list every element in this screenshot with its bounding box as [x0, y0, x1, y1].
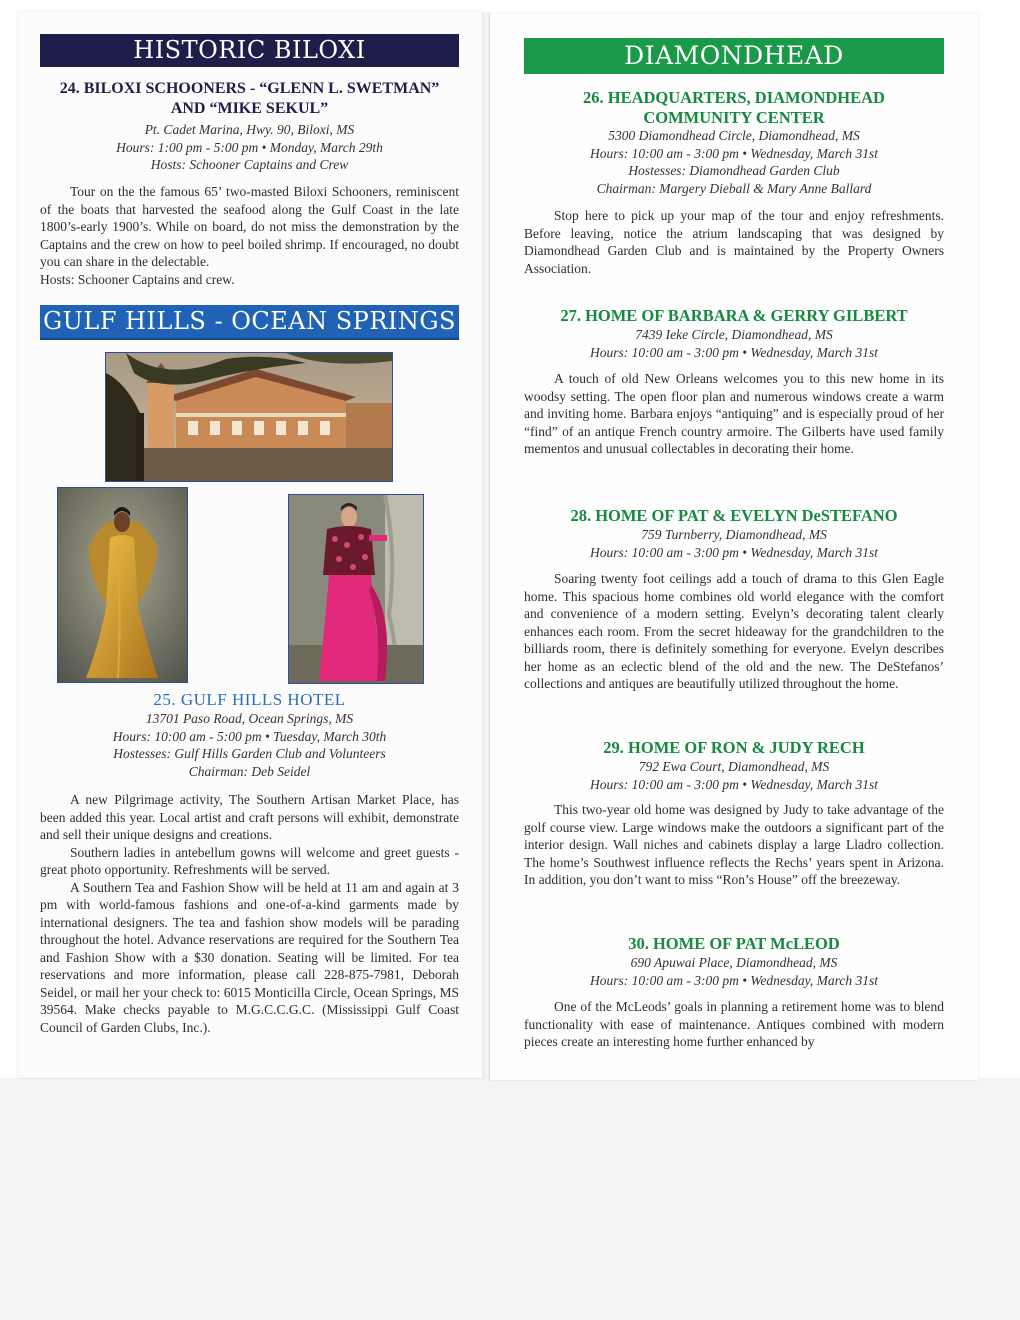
entry-30-hours: Hours: 10:00 am - 3:00 pm • Wednesday, March 31st: [590, 972, 878, 988]
entry-24-description: [40, 183, 459, 288]
entry-26-hours: Hours: 10:00 am - 3:00 pm • Wednesday, March 31st: [590, 145, 878, 161]
entry-26-title-line2: COMMUNITY CENTER: [643, 108, 825, 127]
entry-27-title: 27. HOME OF BARBARA & GERRY GILBERT: [560, 306, 908, 325]
entry-27-address: 7439 Ieke Circle, Diamondhead, MS: [635, 327, 833, 342]
entry-26-chairman: Chairman: Margery Dieball & Mary Anne Ballard: [596, 180, 872, 196]
entry-26-details: [524, 127, 944, 197]
gold-gown-model-photo: [57, 487, 188, 683]
section-header-historic-biloxi: HISTORIC BILOXI: [40, 34, 459, 67]
entry-30-address: 690 Apuwai Place, Diamondhead, MS: [630, 955, 838, 970]
entry-28-description: [524, 570, 944, 693]
entry-27-description: [524, 370, 944, 458]
scanner-background: [0, 1078, 1020, 1320]
entry-29-hours: Hours: 10:00 am - 3:00 pm • Wednesday, March 31st: [590, 776, 878, 792]
entry-29-description: [524, 801, 944, 889]
entry-27-details: [524, 326, 944, 361]
entry-25-paragraph-1: A new Pilgrimage activity, The Southern Artisan Market Place, has been added this year. Local artist and craft persons will exhibit, demonstrate and sell their unique designs and creations.: [40, 792, 459, 842]
entry-24-title-line2: AND “MIKE SEKUL”: [170, 100, 329, 117]
entry-24-paragraph-end: Hosts: Schooner Captains and crew.: [40, 271, 235, 287]
entry-25-details: [40, 710, 459, 780]
entry-25-hostesses: Hostesses: Gulf Hills Garden Club and Volunteers: [113, 746, 386, 761]
entry-25-hours: Hours: 10:00 am - 5:00 pm • Tuesday, March 30th: [112, 728, 387, 744]
entry-29-paragraph: This two-year old home was designed by Judy to take advantage of the golf course view. Large windows make the outdoors a significant part of the interior design. Wall niches and cabinets display a large Lladro collection. The home’s Southwest influence reflects the Rechs’ years spent in Arizona. In addition, you don’t want to miss “Ron’s House” off the breezeway.: [524, 802, 944, 887]
entry-26-title-line1: 26. HEADQUARTERS, DIAMONDHEAD: [583, 88, 885, 107]
entry-28-title: 28. HOME OF PAT & EVELYN DeSTEFANO: [570, 506, 898, 525]
entry-29-details: [524, 758, 944, 793]
entry-30-description: [524, 998, 944, 1051]
entry-25-paragraph-3: A Southern Tea and Fashion Show will be held at 11 am and again at 3 pm with world-famous fashions and one-of-a-kind garments made by international designers. The tea and fashion show models will be parading throughout the hotel. Advance reservations are required for the Southern Tea and Fashion Show with a $30 donation. Seating will be limited. For tea reservations and more information, please call 228-875-7981, Deborah Seidel, or mail her your check to: 6015 Monticilla Circle, Ocean Springs, MS 39564. Make checks payable to M.G.C.C.G.C. (Mississippi Gulf Coast Council of Garden Clubs, Inc.).: [40, 879, 459, 1035]
entry-29-title: 29. HOME OF RON & JUDY RECH: [603, 738, 865, 757]
page-gutter: [482, 12, 490, 1080]
entry-25-title: 25. GULF HILLS HOTEL: [153, 690, 346, 709]
entry-24-address: Pt. Cadet Marina, Hwy. 90, Biloxi, MS: [144, 122, 355, 137]
entry-25-chairman: Chairman: Deb Seidel: [188, 763, 311, 779]
section-header-gulf-hills: GULF HILLS - OCEAN SPRINGS: [40, 305, 459, 340]
entry-26-description: [524, 207, 944, 277]
entry-25-address: 13701 Paso Road, Ocean Springs, MS: [145, 711, 354, 726]
entry-26-title: [524, 88, 944, 128]
entry-26-paragraph: Stop here to pick up your map of the tour and enjoy refreshments. Before leaving, notice the atrium landscaping that was designed by Diamondhead Garden Club and is maintained by the Property Owners Association.: [524, 208, 944, 276]
entry-25-description: [40, 791, 459, 1036]
entry-30-paragraph: One of the McLeods’ goals in planning a retirement home was to blend functionality with ease of maintenance. Antiques combined with modern pieces create an interesting home further enhanced by: [524, 999, 944, 1049]
entry-24-hosts: Hosts: Schooner Captains and Crew: [150, 157, 349, 172]
entry-24-title-line1: 24. BILOXI SCHOONERS - “GLENN L. SWETMAN”: [59, 80, 440, 97]
entry-26-hostesses: Hostesses: Diamondhead Garden Club: [628, 163, 840, 178]
entry-28-address: 759 Turnberry, Diamondhead, MS: [641, 527, 827, 542]
entry-26-address: 5300 Diamondhead Circle, Diamondhead, MS: [608, 128, 860, 143]
entry-29-address: 792 Ewa Court, Diamondhead, MS: [638, 759, 830, 774]
entry-28-details: [524, 526, 944, 561]
entry-24-hours: Hours: 1:00 pm - 5:00 pm • Monday, March 29th: [116, 139, 383, 155]
section-header-diamondhead: DIAMONDHEAD: [524, 38, 944, 74]
entry-27-hours: Hours: 10:00 am - 3:00 pm • Wednesday, March 31st: [590, 344, 878, 360]
entry-24-title: [40, 79, 459, 119]
entry-24-paragraph: Tour on the the famous 65’ two-masted Biloxi Schooners, reminiscent of the boats that harvested the seafood along the Gulf Coast in the late 1800’s-early 1900’s. While on board, do not miss the demonstration by the Captains and the crew on how to peel boiled shrimp. If encouraged, no doubt you can share in the delectable.: [40, 184, 459, 269]
entry-28-paragraph: Soaring twenty foot ceilings add a touch of drama to this Glen Eagle home. This spacious home combines old world elegance with the comfort and convenience of a modern setting. Evelyn’s decorating talent clearly enhances each room. From the secret hideaway for the grandchildren to the billiards room, there is definitely something for everyone. Evelyn describes her home as an eclectic blend of the old and the new. The DeStefanos’ collections and antiques are beautifully utilized throughout the home.: [524, 571, 944, 691]
gulf-hills-hotel-photo: [105, 352, 393, 482]
entry-28-hours: Hours: 10:00 am - 3:00 pm • Wednesday, March 31st: [590, 544, 878, 560]
entry-25-paragraph-2: Southern ladies in antebellum gowns will welcome and greet guests - great photo opportunity. Refreshments will be served.: [40, 844, 459, 877]
entry-27-paragraph: A touch of old New Orleans welcomes you to this new home in its woodsy setting. The open floor plan and numerous windows create a warm and inviting home. Barbara enjoys “antiquing” and is especially proud of her “find” of an antique French country armoire. The Gilberts have used family mementos and unusual collectables in decorating their home.: [524, 371, 944, 456]
entry-24-details: [40, 121, 459, 174]
pink-gown-model-photo: [288, 494, 424, 684]
entry-30-details: [524, 954, 944, 989]
entry-30-title: 30. HOME OF PAT McLEOD: [628, 934, 840, 953]
